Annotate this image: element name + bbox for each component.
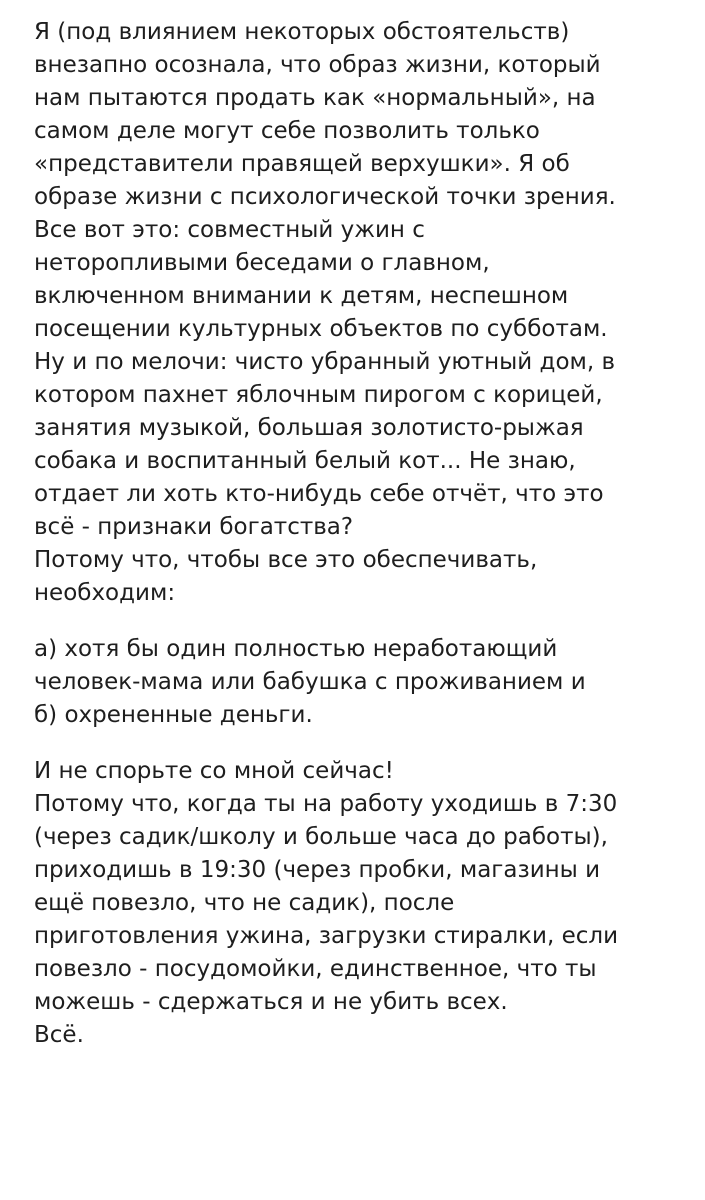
text-line: отдает ли хоть кто-нибудь себе отчёт, что это	[34, 481, 604, 507]
text-line: посещении культурных объектов по субботам.	[34, 316, 608, 342]
paragraph-list	[34, 633, 684, 732]
text-line: «представители правящей верхушки». Я об	[34, 151, 570, 177]
article-text	[34, 16, 684, 1052]
text-line: Потому что, когда ты на работу уходишь в 7:30	[34, 791, 618, 817]
text-line: самом деле могут себе позволить только	[34, 118, 540, 144]
text-line: ещё повезло, что не садик), после	[34, 890, 455, 916]
list-line: человек-мама или бабушка с проживанием и	[34, 669, 586, 695]
text-line: приходишь в 19:30 (через пробки, магазины и	[34, 857, 601, 883]
text-line: всё - признаки богатства?	[34, 514, 354, 540]
text-line: котором пахнет яблочным пирогом с корицей,	[34, 382, 603, 408]
text-line: занятия музыкой, большая золотисто-рыжая	[34, 415, 584, 441]
paragraph-conclusion	[34, 755, 684, 1052]
text-line: можешь - сдержаться и не убить всех.	[34, 989, 508, 1015]
text-line: Все вот это: совместный ужин с	[34, 217, 425, 243]
list-line: б) охрененные деньги.	[34, 702, 313, 728]
text-line: (через садик/школу и больше часа до работы),	[34, 824, 608, 850]
text-line: включенном внимании к детям, неспешном	[34, 283, 569, 309]
text-line: Всё.	[34, 1022, 84, 1048]
text-line: Потому что, чтобы все это обеспечивать,	[34, 547, 538, 573]
text-line: Я (под влиянием некоторых обстоятельств)	[34, 19, 570, 45]
paragraph-spacing	[34, 610, 684, 633]
text-line: повезло - посудомойки, единственное, что ты	[34, 956, 597, 982]
text-line: образе жизни с психологической точки зрения.	[34, 184, 616, 210]
paragraph-intro	[34, 16, 684, 610]
paragraph-spacing	[34, 732, 684, 755]
text-line: нам пытаются продать как «нормальный», на	[34, 85, 596, 111]
list-line: а) хотя бы один полностью неработающий	[34, 636, 558, 662]
text-line: необходим:	[34, 580, 176, 606]
text-line: Ну и по мелочи: чисто убранный уютный дом, в	[34, 349, 616, 375]
text-line: неторопливыми беседами о главном,	[34, 250, 490, 276]
text-line: И не спорьте со мной сейчас!	[34, 758, 394, 784]
text-line: внезапно осознала, что образ жизни, который	[34, 52, 601, 78]
text-line: собака и воспитанный белый кот... Не знаю,	[34, 448, 576, 474]
text-line: приготовления ужина, загрузки стиралки, если	[34, 923, 619, 949]
